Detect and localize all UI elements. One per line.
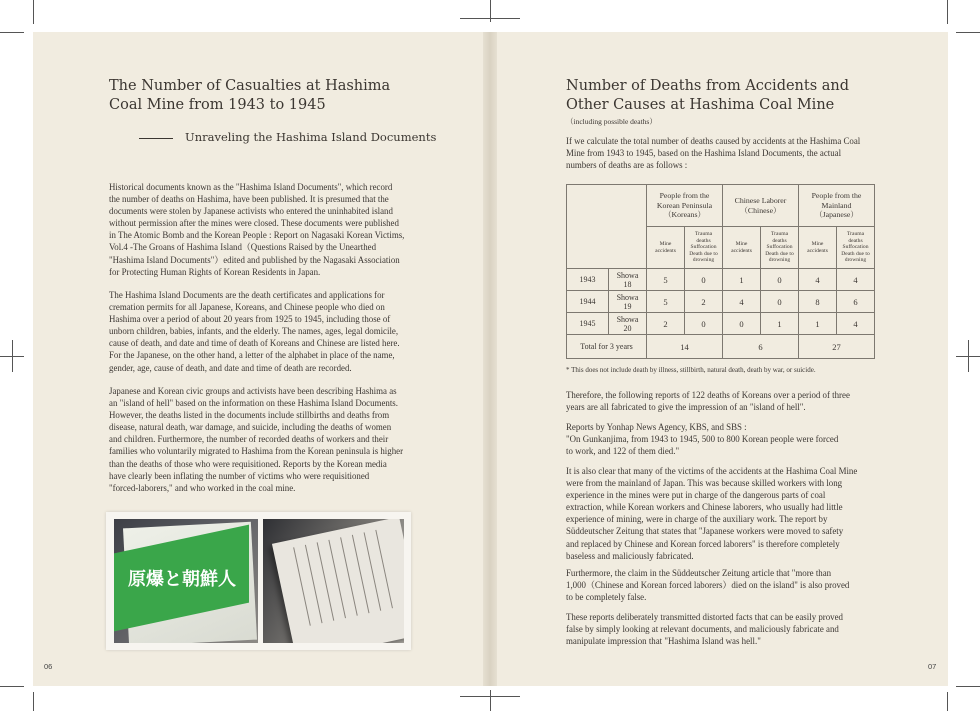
text-line: The Hashima Island Documents are the death certificates and applications for xyxy=(109,290,385,300)
text-line: unborn children, babies, infants, and the elderly. The names, ages, legal domicile, xyxy=(109,326,399,337)
paragraph xyxy=(566,611,843,647)
group-header-chinese: Chinese Laborer （Chinese） xyxy=(723,185,799,227)
title-note: （including possible deaths） xyxy=(566,117,657,126)
value-cell: 1 xyxy=(799,313,837,335)
table-row xyxy=(567,313,875,335)
document-page xyxy=(272,519,404,643)
total-cell: 27 xyxy=(799,335,875,359)
total-label: Total for 3 years xyxy=(567,335,647,359)
text-line: in The Atomic Bomb and the Korean People : Report on Nagasaki Korean Victims, xyxy=(109,230,405,241)
text-line: years are all fabricated to give the impression of an "island of hell". xyxy=(566,402,806,413)
book-cover-title: 原爆と朝鮮人 xyxy=(127,569,236,590)
book-cover-photo xyxy=(114,519,258,643)
era-cell: Showa 18 xyxy=(609,269,647,291)
crop-mark xyxy=(968,340,969,372)
value-cell: 1 xyxy=(761,313,799,335)
crop-mark xyxy=(956,32,980,33)
total-cell: 6 xyxy=(723,335,799,359)
title-line: Number of Deaths from Accidents and xyxy=(566,78,850,94)
col-trauma-deaths: Trauma deaths Suffocation Death due to drowning xyxy=(685,227,723,269)
value-cell: 4 xyxy=(799,269,837,291)
table-corner-cell xyxy=(567,185,647,269)
col-trauma-deaths: Trauma deaths Suffocation Death due to drowning xyxy=(761,227,799,269)
table-total-row xyxy=(567,335,875,359)
col-mine-accidents: Mine accidents xyxy=(799,227,837,269)
text-line: false by simply looking at relevant documents, and maliciously fabricate and xyxy=(566,624,839,635)
text-line: "On Gunkanjima, from 1943 to 1945, 500 to 800 Korean people were forced xyxy=(566,434,839,445)
text-line: to be completely false. xyxy=(566,592,647,603)
text-line: disease, natural death, war damage, and suicide, including the deaths of women xyxy=(109,422,392,433)
paragraph xyxy=(566,135,860,171)
text-line: extraction, while Korean workers and Chinese laborers, who usually had little xyxy=(566,502,843,513)
value-cell: 5 xyxy=(647,269,685,291)
crop-mark xyxy=(490,0,491,22)
page-title xyxy=(566,77,849,115)
table-footnote: * This does not include death by illness, stillbirth, natural death, death by war, or suicide. xyxy=(566,366,816,374)
value-cell: 4 xyxy=(723,291,761,313)
crop-mark xyxy=(490,690,491,711)
total-cell: 14 xyxy=(647,335,723,359)
text-line: cremation permits for all Japanese, Koreans, and Chinese people who died on xyxy=(109,302,385,313)
paragraph xyxy=(566,389,850,413)
text-line: Furthermore, the claim in the Süddeutscher Zeitung article that "more than xyxy=(566,568,832,578)
value-cell: 1 xyxy=(723,269,761,291)
crop-mark xyxy=(0,32,24,33)
year-cell: 1945 xyxy=(567,313,609,335)
value-cell: 0 xyxy=(761,291,799,313)
text-line: Süddeutscher Zeitung that states that "Japanese workers were moved to safety xyxy=(566,526,844,537)
text-line: than the deaths of those who were requisitioned. Reports by the Korean media xyxy=(109,458,387,469)
crop-mark xyxy=(947,0,948,24)
year-cell: 1943 xyxy=(567,269,609,291)
table-header-row xyxy=(567,185,875,227)
text-line: Therefore, the following reports of 122 deaths of Koreans over a period of three xyxy=(566,390,850,400)
era-cell: Showa 19 xyxy=(609,291,647,313)
text-line: to work, and 122 of them died." xyxy=(566,446,680,457)
crop-mark xyxy=(947,692,948,711)
text-line: families who voluntarily migrated to Hashima from the Korean peninsula is higher xyxy=(109,446,404,457)
text-line: the number of deaths on Hashima, have been published. It is presumed that the xyxy=(109,194,389,205)
paragraph xyxy=(109,289,400,374)
text-line: Hashima over a period of about 20 years from 1925 to 1945, including those of xyxy=(109,314,391,325)
value-cell: 2 xyxy=(685,291,723,313)
page-number: 06 xyxy=(44,662,53,671)
col-mine-accidents: Mine accidents xyxy=(647,227,685,269)
text-line: These reports deliberately transmitted distorted facts that can be easily proved xyxy=(566,612,843,622)
casualties-table xyxy=(566,184,875,359)
paragraph xyxy=(566,421,838,457)
text-line: baseless and maliciously fabricated. xyxy=(566,550,694,561)
text-line: were from the mainland of Japan. This was because skilled workers with long xyxy=(566,478,843,489)
text-line: However, the deaths listed in the documents include stillbirths and deaths from xyxy=(109,410,390,421)
text-line: experience of mining, were in charge of the auxiliary work. The report by xyxy=(566,514,828,525)
paragraph xyxy=(566,465,857,562)
paragraph xyxy=(566,567,849,603)
value-cell: 2 xyxy=(647,313,685,335)
text-line: Vol.4 -The Groans of Hashima Island（Questions Raised by the Unearthed xyxy=(109,242,377,253)
crop-mark xyxy=(12,340,13,372)
text-line: Mine from 1943 to 1945, based on the Hashima Island Documents, the actual xyxy=(566,148,842,159)
title-line: Other Causes at Hashima Coal Mine xyxy=(566,97,835,113)
page-number: 07 xyxy=(928,662,937,671)
document-page-photo xyxy=(263,519,404,643)
text-line: for Protecting Human Rights of Korean Residents in Japan. xyxy=(109,266,321,277)
text-line: without permission after the mines were closed. These documents were published xyxy=(109,218,399,229)
subtitle-text: Unraveling the Hashima Island Documents xyxy=(185,130,437,144)
table-row xyxy=(567,269,875,291)
paragraph xyxy=(109,181,404,278)
value-cell: 4 xyxy=(837,313,875,335)
value-cell: 0 xyxy=(685,313,723,335)
text-line: For the Japanese, on the other hand, a letter of the alphabet in place of the name, xyxy=(109,350,395,361)
text-line: and children. Furthermore, the number of recorded deaths of workers and their xyxy=(109,434,389,445)
crop-mark xyxy=(33,0,34,24)
text-line: have clearly been inflating the number of victims who were requisitioned xyxy=(109,470,370,481)
subtitle-dash xyxy=(139,138,173,139)
text-line: "forced-laborers," and who worked in the coal mine. xyxy=(109,482,296,493)
text-line: manipulate impression that "Hashima Island was hell." xyxy=(566,636,761,647)
text-line: Japanese and Korean civic groups and activists have been describing Hashima as xyxy=(109,386,397,396)
value-cell: 4 xyxy=(837,269,875,291)
text-line: and replaced by Chinese and Korean forced laborers" is therefore completely xyxy=(566,538,840,549)
col-trauma-deaths: Trauma deaths Suffocation Death due to drowning xyxy=(837,227,875,269)
crop-mark xyxy=(956,686,980,687)
crop-mark xyxy=(33,692,34,711)
value-cell: 8 xyxy=(799,291,837,313)
book-gutter xyxy=(483,32,497,686)
text-line: numbers of deaths are as follows : xyxy=(566,160,688,171)
value-cell: 0 xyxy=(761,269,799,291)
title-line: The Number of Casualties at Hashima xyxy=(109,78,391,94)
text-line: Reports by Yonhap News Agency, KBS, and SBS : xyxy=(566,422,747,432)
text-line: 1,000（Chinese and Korean forced laborers）died on the island" is also proved xyxy=(566,580,850,591)
text-line: If we calculate the total number of deaths caused by accidents at the Hashima Coal xyxy=(566,136,861,146)
text-line: It is also clear that many of the victims of the accidents at the Hashima Coal Mine xyxy=(566,466,858,476)
col-mine-accidents: Mine accidents xyxy=(723,227,761,269)
document-photos xyxy=(106,512,411,650)
text-line: gender, age, cause of death, and date and time of death are recorded. xyxy=(109,362,352,373)
paragraph xyxy=(109,385,403,494)
value-cell: 0 xyxy=(723,313,761,335)
value-cell: 0 xyxy=(685,269,723,291)
value-cell: 5 xyxy=(647,291,685,313)
text-line: Historical documents known as the "Hashima Island Documents", which record xyxy=(109,182,393,192)
table-row xyxy=(567,291,875,313)
text-line: experience in the mines were put in charge of the dangerous parts of coal xyxy=(566,490,826,501)
group-header-koreans: People from the Korean Peninsula （Koreans） xyxy=(647,185,723,227)
text-line: "Hashima Island Documents"）edited and published by the Nagasaki Association xyxy=(109,254,400,265)
year-cell: 1944 xyxy=(567,291,609,313)
title-line: Coal Mine from 1943 to 1945 xyxy=(109,97,326,113)
text-line: documents were stolen by Japanese activists who entered the uninhabited island xyxy=(109,206,393,217)
era-cell: Showa 20 xyxy=(609,313,647,335)
page-title xyxy=(109,77,390,115)
crop-mark xyxy=(0,686,24,687)
page-subtitle xyxy=(139,130,436,144)
text-line: an "island of hell" based on the information on these Hashima Island Documents. xyxy=(109,398,398,409)
value-cell: 6 xyxy=(837,291,875,313)
group-header-japanese: People from the Mainland （Japanese） xyxy=(799,185,875,227)
text-line: cause of death, and date and time of death of Koreans and Chinese are listed here. xyxy=(109,338,400,349)
